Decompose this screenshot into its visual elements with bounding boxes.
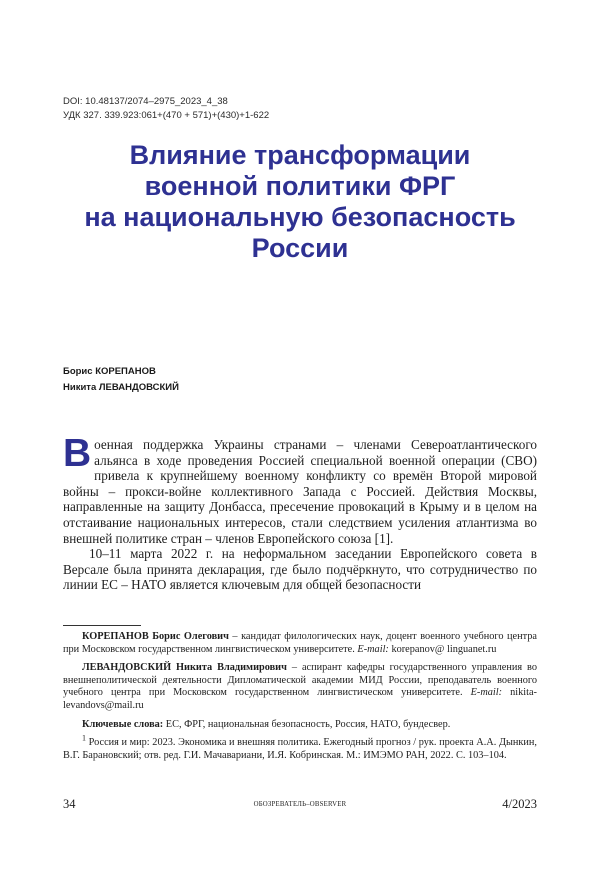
email-label: E-mail: [357, 643, 389, 655]
article-title [40, 140, 560, 264]
author-list [63, 364, 179, 396]
udc-line: УДК 327. 339.923:061+(470 + 571)+(430)+1-622 [63, 110, 270, 121]
paragraph-text: 10–11 марта 2022 г. на неформальном заседании Европейского совета в Версале была принята декларация, где было подчёркнуто, что сотрудничество по линии ЕС – НАТО является ключевым для общей безопасности [63, 546, 537, 593]
email-link[interactable]: korepanov@ linguanet.ru [388, 643, 497, 655]
issue-number: 4/2023 [502, 797, 537, 811]
author-note-text: – аспирант кафедры государственного управления во внешнеполитической деятельности Дипломатической академии МИД России, преподаватель военного учебного центра при Московском государственном лингвистическом университете. [63, 662, 537, 699]
author-note-name: ЛЕВАНДОВСКИЙ Никита Владимирович [82, 662, 287, 674]
paragraph [63, 546, 537, 593]
title-line-1: Влияние трансформации [129, 140, 471, 170]
author-name: Никита ЛЕВАНДОВСКИЙ [63, 382, 179, 393]
footnote-number: 1 [82, 733, 86, 743]
doi-line[interactable]: DOI: 10.48137/2074–2975_2023_4_38 [63, 96, 228, 107]
drop-cap: В [63, 432, 92, 475]
author-note-name: КОРЕПАНОВ Борис Олегович [82, 631, 229, 642]
title-line-3: на национальную безопасность [84, 202, 516, 232]
keywords [63, 719, 537, 732]
author-note [63, 631, 537, 656]
keywords-text: ЕС, ФРГ, национальная безопасность, Россия, НАТО, бундесвер. [163, 718, 451, 730]
email-label: E-mail: [470, 687, 503, 699]
footnotes [63, 631, 537, 768]
title-line-2: военной политики ФРГ [144, 171, 456, 201]
paragraph-text: оенная поддержка Украины странами – членами Североатлантического альянса в ходе проведения Россией специальной военной операции (СВО) привела к крупнейшему военному конфликту со времён Второй мировой войны – прокси-войне коллективного Запада с Россией. Действия Москвы, направленные на защиту Донбасса, пресечение провокаций в Крыму и в целом на отстаивание национальных интересов, стали следствием усиления атлантизма во внешней политике стран – членов Европейского союза [1]. [63, 437, 537, 546]
title-line-4: России [251, 233, 349, 263]
paragraph [63, 432, 537, 546]
keywords-label: Ключевые слова: [82, 718, 164, 730]
page-number: 34 [63, 797, 76, 811]
footnote-divider [63, 625, 141, 626]
article-meta [63, 95, 269, 123]
footnote [63, 733, 537, 762]
author-note-text: – кандидат филологических наук, доцент военного учебного центра при Московском государственном лингвистическом университете. [63, 631, 537, 655]
article-body [63, 432, 537, 593]
email-link[interactable]: nikita-levandovs@mail.ru [63, 687, 537, 711]
journal-name: ОБОЗРЕВАТЕЛЬ–OBSERVER [253, 801, 347, 808]
author-note [63, 662, 537, 712]
footnote-text: Россия и мир: 2023. Экономика и внешняя политика. Ежегодный прогноз / рук. проекта А.А. Дынкин, В.Г. Барановский; отв. ред. Г.И. Мачавариани, И.Я. Кобринская. М.: ИМЭМО РАН, 2022. С. 103–104. [63, 737, 537, 761]
author-name: Борис КОРЕПАНОВ [63, 366, 156, 377]
